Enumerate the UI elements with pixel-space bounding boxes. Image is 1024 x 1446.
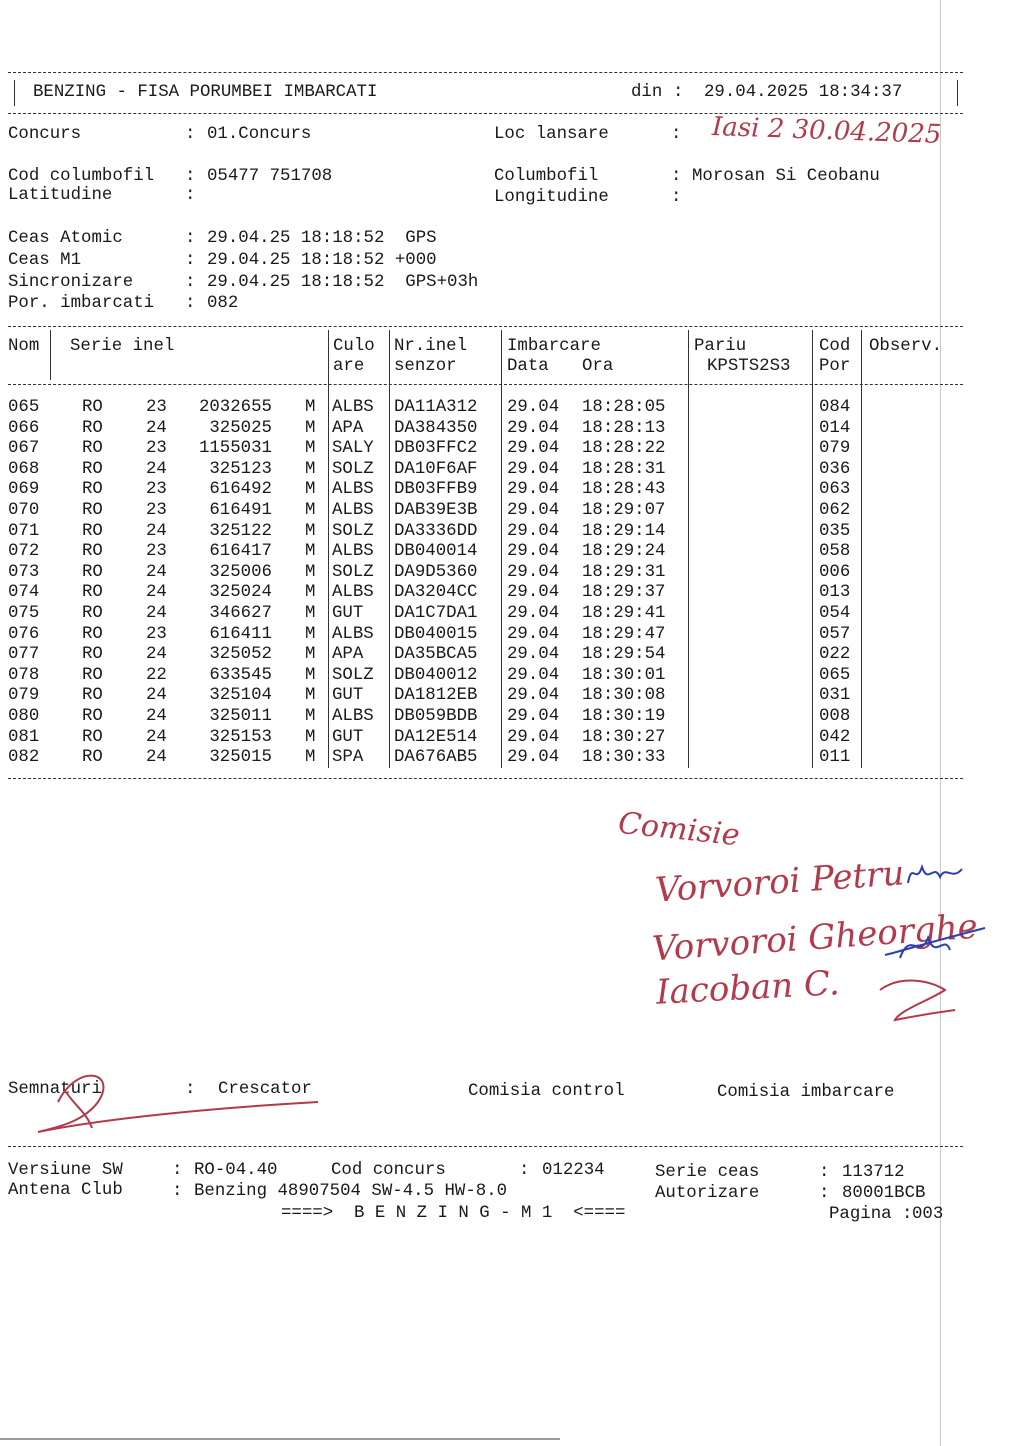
cell-senzor: DB03FFB9 <box>394 480 478 500</box>
table-top-rule <box>8 326 963 327</box>
por-imbarcati-label: Por. imbarcati <box>8 294 155 313</box>
cell-cod: 006 <box>819 562 851 582</box>
cell-cod: 065 <box>819 665 851 685</box>
cell-ora: 18:28:22 <box>582 439 666 459</box>
col-header-culoare-1: Culo <box>333 337 375 356</box>
pagina-value: 003 <box>912 1205 944 1224</box>
table-row <box>0 522 1024 543</box>
cell-nom: 080 <box>8 706 40 726</box>
cell-senzor: DA10F6AF <box>394 459 478 479</box>
crescator-label: Crescator <box>218 1080 312 1099</box>
cell-ora: 18:30:27 <box>582 727 666 747</box>
page-bottom-edge <box>0 1438 560 1440</box>
cell-sex: M <box>305 748 316 768</box>
cell-senzor: DB040012 <box>394 665 478 685</box>
cell-culoare: SOLZ <box>332 459 374 479</box>
header-right-border <box>957 80 958 106</box>
cell-data: 29.04 <box>507 748 560 768</box>
cell-nom: 075 <box>8 603 40 623</box>
cell-nom: 070 <box>8 500 40 520</box>
cell-nr-inel: 325024 <box>209 583 272 603</box>
versiune-sw-value: RO-04.40 <box>194 1161 278 1180</box>
cell-nom: 069 <box>8 480 40 500</box>
cell-cod: 011 <box>819 748 851 768</box>
semnaturi-label: Semnaturi <box>8 1080 102 1099</box>
cell-tara: RO <box>82 583 103 603</box>
ceas-m1-value: 29.04.25 18:18:52 +000 <box>207 251 437 270</box>
cell-senzor: DA3204CC <box>394 583 478 603</box>
cell-sex: M <box>305 418 316 438</box>
cell-sex: M <box>305 562 316 582</box>
table-row <box>0 748 1024 769</box>
cell-tara: RO <box>82 603 103 623</box>
cell-an: 23 <box>146 480 167 500</box>
cell-an: 24 <box>146 562 167 582</box>
serie-ceas-label: Serie ceas <box>655 1163 760 1182</box>
col-header-cod-2: Por <box>819 357 851 376</box>
cell-culoare: SOLZ <box>332 521 374 541</box>
cell-an: 23 <box>146 500 167 520</box>
cell-nr-inel: 325011 <box>209 706 272 726</box>
cell-senzor: DA9D5360 <box>394 562 478 582</box>
cell-nr-inel: 616417 <box>209 542 272 562</box>
cell-nr-inel: 616411 <box>209 624 272 644</box>
commission-signature-3-icon <box>870 970 960 1030</box>
cell-an: 24 <box>146 706 167 726</box>
cell-senzor: DB059BDB <box>394 706 478 726</box>
col-header-ora: Ora <box>582 357 614 376</box>
ceas-atomic-label: Ceas Atomic <box>8 229 123 248</box>
cell-an: 24 <box>146 603 167 623</box>
cell-senzor: DAB39E3B <box>394 500 478 520</box>
cell-nom: 081 <box>8 727 40 747</box>
cell-cod: 014 <box>819 418 851 438</box>
versiune-sw-colon: : <box>172 1161 183 1180</box>
comisia-imbarcare-label: Comisia imbarcare <box>717 1083 895 1102</box>
cell-culoare: APA <box>332 418 364 438</box>
cell-an: 24 <box>146 418 167 438</box>
cell-tara: RO <box>82 727 103 747</box>
table-row <box>0 542 1024 563</box>
cell-culoare: ALBS <box>332 398 374 417</box>
col-header-pariu-1: Pariu <box>694 337 747 356</box>
table-row <box>0 728 1024 749</box>
cell-ora: 18:29:14 <box>582 521 666 541</box>
cell-culoare: SOLZ <box>332 562 374 582</box>
cell-nr-inel: 325153 <box>209 727 272 747</box>
cell-culoare: GUT <box>332 686 364 706</box>
cell-cod: 008 <box>819 706 851 726</box>
cell-senzor: DA3336DD <box>394 521 478 541</box>
cell-cod: 036 <box>819 459 851 479</box>
cell-data: 29.04 <box>507 624 560 644</box>
cell-tara: RO <box>82 562 103 582</box>
cell-an: 23 <box>146 542 167 562</box>
table-row <box>0 707 1024 728</box>
cell-data: 29.04 <box>507 562 560 582</box>
cell-ora: 18:29:07 <box>582 500 666 520</box>
table-row <box>0 501 1024 522</box>
cell-data: 29.04 <box>507 542 560 562</box>
cell-data: 29.04 <box>507 459 560 479</box>
cell-senzor: DB03FFC2 <box>394 439 478 459</box>
cell-data: 29.04 <box>507 418 560 438</box>
cell-culoare: ALBS <box>332 583 374 603</box>
cell-an: 23 <box>146 398 167 417</box>
cell-sex: M <box>305 583 316 603</box>
cell-sex: M <box>305 686 316 706</box>
cell-cod: 058 <box>819 542 851 562</box>
cell-tara: RO <box>82 686 103 706</box>
col-header-observ: Observ. <box>869 337 943 356</box>
cell-cod: 013 <box>819 583 851 603</box>
cell-culoare: ALBS <box>332 624 374 644</box>
concurs-label: Concurs <box>8 125 82 144</box>
cell-ora: 18:28:05 <box>582 398 666 417</box>
header-date-colon: : <box>673 83 684 102</box>
cell-ora: 18:29:24 <box>582 542 666 562</box>
longitudine-colon: : <box>671 188 682 207</box>
cell-sex: M <box>305 398 316 417</box>
cod-concurs-label: Cod concurs <box>331 1161 446 1180</box>
sincronizare-colon: : <box>185 273 196 292</box>
cell-nr-inel: 346627 <box>209 603 272 623</box>
cod-concurs-value: 012234 <box>542 1161 605 1180</box>
columbofil-value: Morosan Si Ceobanu <box>692 167 880 186</box>
commission-signature-1-icon <box>900 855 970 895</box>
autorizare-value: 80001BCB <box>842 1184 926 1203</box>
cod-concurs-colon: : <box>519 1161 530 1180</box>
autorizare-label: Autorizare <box>655 1184 760 1203</box>
col-header-cod-1: Cod <box>819 337 851 356</box>
col-header-nr-inel-1: Nr.inel <box>394 337 468 356</box>
cell-cod: 042 <box>819 727 851 747</box>
cell-nom: 072 <box>8 542 40 562</box>
cell-culoare: ALBS <box>332 542 374 562</box>
cod-columbofil-value: 05477 751708 <box>207 167 333 186</box>
cell-data: 29.04 <box>507 706 560 726</box>
cell-senzor: DB040014 <box>394 542 478 562</box>
cell-ora: 18:30:19 <box>582 706 666 726</box>
cell-tara: RO <box>82 418 103 438</box>
table-row <box>0 563 1024 584</box>
por-imbarcati-colon: : <box>185 294 196 313</box>
header-date-value: 29.04.2025 18:34:37 <box>704 83 903 102</box>
cell-sex: M <box>305 603 316 623</box>
cell-sex: M <box>305 727 316 747</box>
cell-ora: 18:30:33 <box>582 748 666 768</box>
cell-senzor: DA676AB5 <box>394 748 478 768</box>
commission-member-1-handwritten: Vorvoroi Petru <box>653 853 906 911</box>
cell-an: 24 <box>146 686 167 706</box>
cod-columbofil-colon: : <box>185 167 196 186</box>
cell-an: 24 <box>146 459 167 479</box>
cell-an: 24 <box>146 645 167 665</box>
cell-nr-inel: 1155031 <box>198 439 272 459</box>
por-imbarcati-value: 082 <box>207 294 239 313</box>
table-row <box>0 686 1024 707</box>
table-row <box>0 480 1024 501</box>
cell-nom: 079 <box>8 686 40 706</box>
cell-nom: 077 <box>8 645 40 665</box>
header-date-label: din <box>631 83 663 102</box>
cell-data: 29.04 <box>507 645 560 665</box>
sincronizare-label: Sincronizare <box>8 273 134 292</box>
columbofil-label: Columbofil <box>494 167 599 186</box>
antena-club-colon: : <box>172 1182 183 1201</box>
cell-nr-inel: 325122 <box>209 521 272 541</box>
ceas-m1-colon: : <box>185 251 196 270</box>
cell-nr-inel: 616491 <box>209 500 272 520</box>
cell-tara: RO <box>82 439 103 459</box>
cell-senzor: DA1812EB <box>394 686 478 706</box>
header-bottom-rule <box>8 113 963 114</box>
cell-cod: 063 <box>819 480 851 500</box>
cell-nom: 068 <box>8 459 40 479</box>
table-row <box>0 625 1024 646</box>
table-row <box>0 398 1024 419</box>
cell-tara: RO <box>82 542 103 562</box>
cell-data: 29.04 <box>507 521 560 541</box>
columbofil-colon: : <box>671 167 682 186</box>
cell-data: 29.04 <box>507 603 560 623</box>
cell-cod: 022 <box>819 645 851 665</box>
cell-ora: 18:29:41 <box>582 603 666 623</box>
concurs-value: 01.Concurs <box>207 125 312 144</box>
cell-tara: RO <box>82 480 103 500</box>
longitudine-label: Longitudine <box>494 188 609 207</box>
cell-ora: 18:29:47 <box>582 624 666 644</box>
table-row <box>0 645 1024 666</box>
col-header-pariu-2: KPSTS2S3 <box>707 357 791 376</box>
cell-data: 29.04 <box>507 583 560 603</box>
cell-nr-inel: 2032655 <box>198 398 272 417</box>
col-header-imbarcare: Imbarcare <box>507 337 601 356</box>
autorizare-colon: : <box>819 1184 830 1203</box>
cell-data: 29.04 <box>507 665 560 685</box>
pagina-label: Pagina <box>829 1205 892 1224</box>
antena-club-value: Benzing 48907504 SW-4.5 HW-8.0 <box>194 1182 508 1201</box>
table-body <box>0 398 1024 769</box>
cell-nr-inel: 633545 <box>209 665 272 685</box>
cell-culoare: ALBS <box>332 480 374 500</box>
sincronizare-value: 29.04.25 18:18:52 GPS+03h <box>207 273 479 292</box>
cell-sex: M <box>305 480 316 500</box>
cell-an: 23 <box>146 624 167 644</box>
cell-sex: M <box>305 459 316 479</box>
col-header-nom: Nom <box>8 337 40 356</box>
cell-senzor: DA12E514 <box>394 727 478 747</box>
cell-data: 29.04 <box>507 727 560 747</box>
table-row <box>0 583 1024 604</box>
table-bottom-rule <box>8 778 963 779</box>
cell-cod: 062 <box>819 500 851 520</box>
cell-nom: 065 <box>8 398 40 417</box>
cell-data: 29.04 <box>507 500 560 520</box>
cell-tara: RO <box>82 665 103 685</box>
serie-ceas-colon: : <box>819 1163 830 1182</box>
cell-nr-inel: 325025 <box>209 418 272 438</box>
table-row <box>0 439 1024 460</box>
cell-sex: M <box>305 624 316 644</box>
ceas-atomic-colon: : <box>185 229 196 248</box>
col-sep-nom <box>50 330 51 380</box>
cell-sex: M <box>305 665 316 685</box>
loc-lansare-handwritten: Iasi 2 30.04.2025 <box>711 112 942 150</box>
cell-culoare: GUT <box>332 603 364 623</box>
loc-lansare-colon: : <box>671 125 682 144</box>
cell-tara: RO <box>82 645 103 665</box>
cell-sex: M <box>305 500 316 520</box>
footer-top-rule <box>8 1146 963 1147</box>
comisia-control-label: Comisia control <box>468 1082 625 1101</box>
cell-tara: RO <box>82 748 103 768</box>
cell-cod: 035 <box>819 521 851 541</box>
cell-sex: M <box>305 542 316 562</box>
cell-ora: 18:29:37 <box>582 583 666 603</box>
commission-title-handwritten: Comisie <box>616 805 742 854</box>
latitudine-colon: : <box>185 186 196 205</box>
cell-nr-inel: 325052 <box>209 645 272 665</box>
cell-culoare: ALBS <box>332 706 374 726</box>
cell-sex: M <box>305 439 316 459</box>
cell-data: 29.04 <box>507 439 560 459</box>
cell-data: 29.04 <box>507 480 560 500</box>
cell-sex: M <box>305 706 316 726</box>
commission-member-2-handwritten: Vorvoroi Gheorghe <box>651 906 979 970</box>
cell-ora: 18:30:08 <box>582 686 666 706</box>
ceas-m1-label: Ceas M1 <box>8 251 82 270</box>
cell-tara: RO <box>82 398 103 417</box>
col-header-serie-inel: Serie inel <box>70 337 175 356</box>
cell-culoare: ALBS <box>332 500 374 520</box>
cell-sex: M <box>305 645 316 665</box>
cell-nom: 066 <box>8 418 40 438</box>
header-left-border <box>14 80 15 106</box>
cell-tara: RO <box>82 459 103 479</box>
cell-tara: RO <box>82 624 103 644</box>
cell-nom: 067 <box>8 439 40 459</box>
cell-cod: 084 <box>819 398 851 417</box>
cell-culoare: SPA <box>332 748 364 768</box>
cell-nom: 074 <box>8 583 40 603</box>
table-row <box>0 666 1024 687</box>
versiune-sw-label: Versiune SW <box>8 1161 123 1180</box>
cell-ora: 18:28:43 <box>582 480 666 500</box>
cell-nr-inel: 616492 <box>209 480 272 500</box>
commission-signature-2-icon <box>880 920 990 970</box>
cell-ora: 18:28:13 <box>582 418 666 438</box>
pagina-colon: : <box>902 1205 913 1224</box>
cell-nr-inel: 325006 <box>209 562 272 582</box>
cell-an: 24 <box>146 583 167 603</box>
cell-data: 29.04 <box>507 398 560 417</box>
concurs-colon: : <box>185 125 196 144</box>
cell-nr-inel: 325104 <box>209 686 272 706</box>
cell-ora: 18:29:54 <box>582 645 666 665</box>
table-row <box>0 419 1024 440</box>
cell-culoare: SOLZ <box>332 665 374 685</box>
serie-ceas-value: 113712 <box>842 1163 905 1182</box>
antena-club-label: Antena Club <box>8 1181 123 1200</box>
cell-tara: RO <box>82 521 103 541</box>
cell-cod: 079 <box>819 439 851 459</box>
loc-lansare-label: Loc lansare <box>494 125 609 144</box>
cell-cod: 057 <box>819 624 851 644</box>
cell-nom: 078 <box>8 665 40 685</box>
cell-tara: RO <box>82 500 103 520</box>
cell-nr-inel: 325015 <box>209 748 272 768</box>
cell-sex: M <box>305 521 316 541</box>
cell-senzor: DA35BCA5 <box>394 645 478 665</box>
cell-ora: 18:29:31 <box>582 562 666 582</box>
cell-ora: 18:30:01 <box>582 665 666 685</box>
commission-member-3-handwritten: Iacoban C. <box>655 963 841 1013</box>
col-header-nr-inel-2: senzor <box>394 357 457 376</box>
latitudine-label: Latitudine <box>8 186 113 205</box>
cell-ora: 18:28:31 <box>582 459 666 479</box>
cell-senzor: DA11A312 <box>394 398 478 417</box>
cell-senzor: DA384350 <box>394 418 478 438</box>
table-row <box>0 604 1024 625</box>
cell-culoare: APA <box>332 645 364 665</box>
header-top-rule <box>8 72 963 73</box>
cell-cod: 054 <box>819 603 851 623</box>
benzing-banner: ====> B E N Z I N G - M 1 <==== <box>281 1204 626 1223</box>
table-header-rule <box>8 384 963 385</box>
cell-an: 23 <box>146 439 167 459</box>
col-header-culoare-2: are <box>333 357 365 376</box>
cell-an: 24 <box>146 521 167 541</box>
cell-nr-inel: 325123 <box>209 459 272 479</box>
cell-culoare: SALY <box>332 439 374 459</box>
cell-an: 24 <box>146 748 167 768</box>
cod-columbofil-label: Cod columbofil <box>8 167 155 186</box>
crescator-signature-icon <box>28 1062 328 1142</box>
semnaturi-colon: : <box>185 1080 196 1099</box>
cell-tara: RO <box>82 706 103 726</box>
cell-data: 29.04 <box>507 686 560 706</box>
cell-senzor: DA1C7DA1 <box>394 603 478 623</box>
cell-nom: 071 <box>8 521 40 541</box>
table-row <box>0 460 1024 481</box>
cell-nom: 073 <box>8 562 40 582</box>
col-header-data: Data <box>507 357 549 376</box>
cell-cod: 031 <box>819 686 851 706</box>
cell-an: 24 <box>146 727 167 747</box>
document-title: BENZING - FISA PORUMBEI IMBARCATI <box>33 83 378 102</box>
cell-nom: 082 <box>8 748 40 768</box>
cell-senzor: DB040015 <box>394 624 478 644</box>
cell-nom: 076 <box>8 624 40 644</box>
cell-culoare: GUT <box>332 727 364 747</box>
cell-an: 22 <box>146 665 167 685</box>
ceas-atomic-value: 29.04.25 18:18:52 GPS <box>207 229 437 248</box>
